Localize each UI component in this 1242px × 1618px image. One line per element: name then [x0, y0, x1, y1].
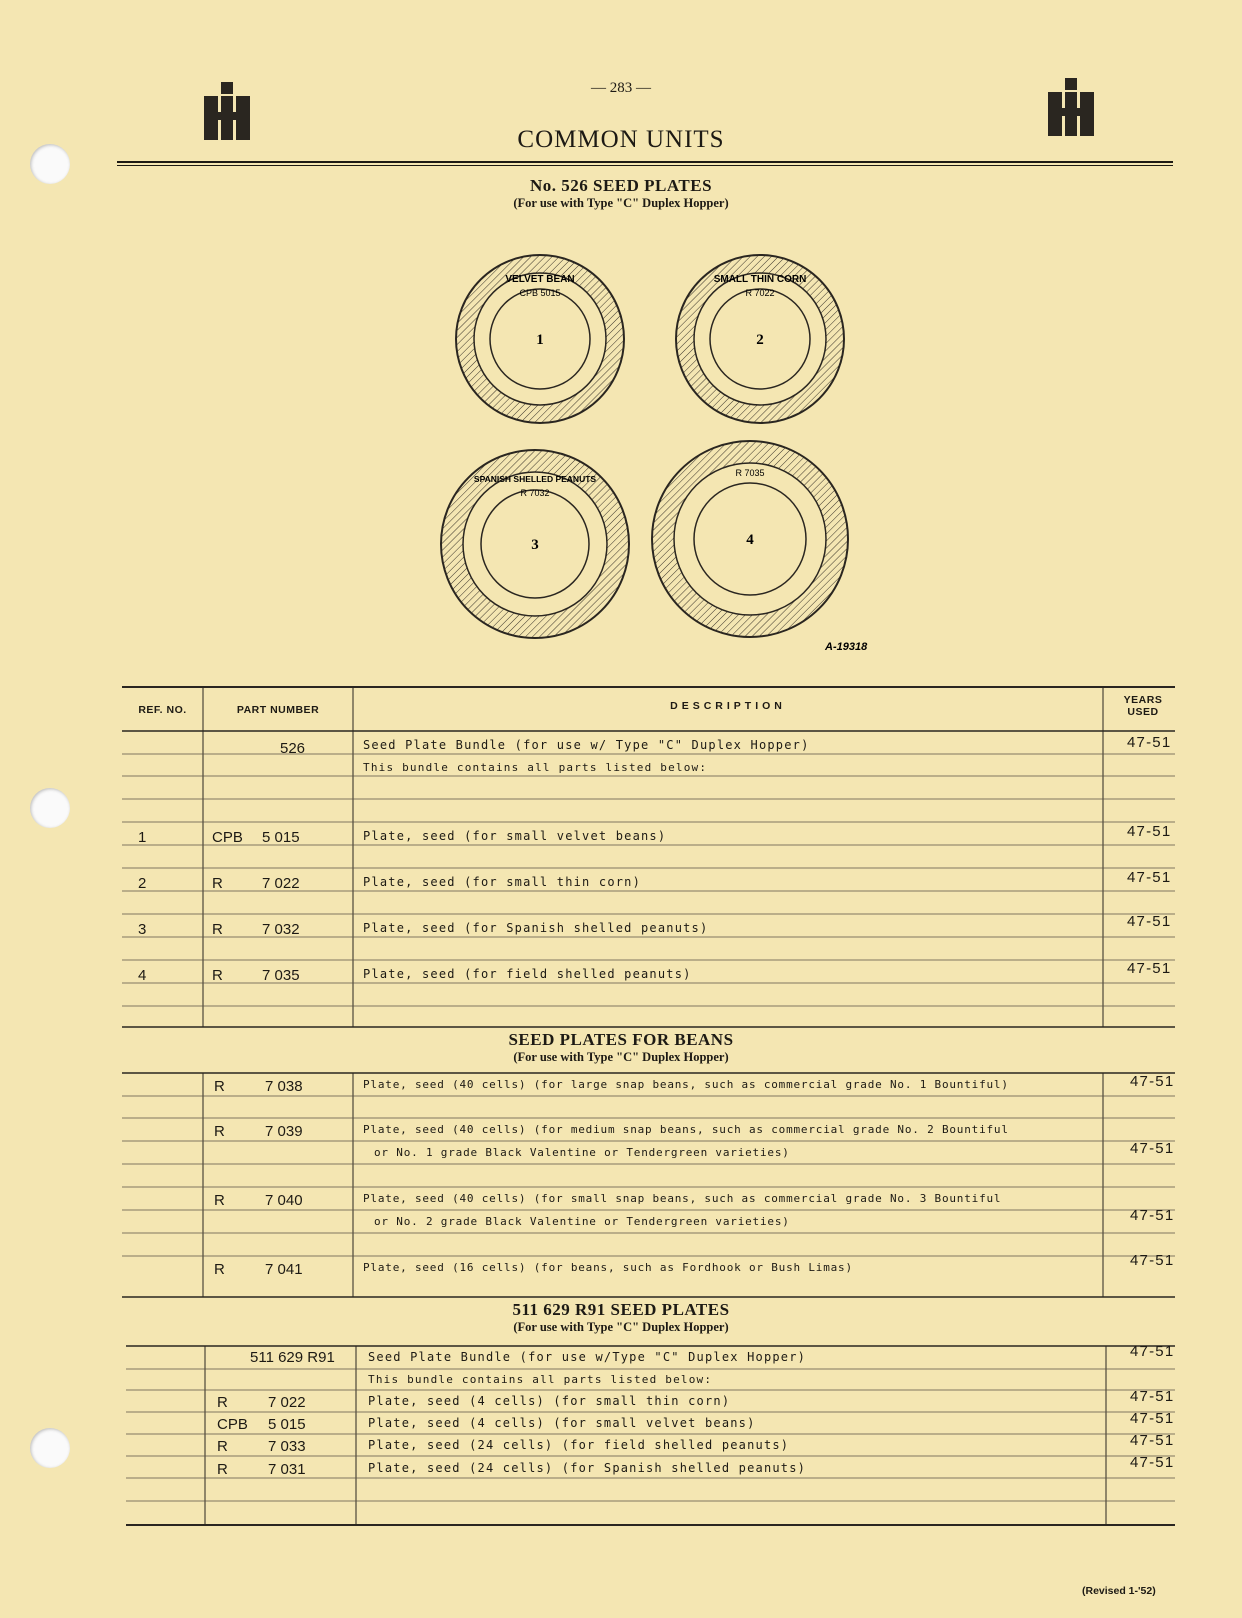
table-row-6-ref: 4 — [138, 967, 147, 984]
table-row-8-description: Plate, seed (40 cells) (for medium snap beans, such as commercial grade No. 2 Bountiful — [363, 1123, 1009, 1136]
table-row-18-prefix: R — [217, 1461, 228, 1478]
table-row-13-years: 47-51 — [1130, 1343, 1175, 1360]
plate-1-number: 1 — [536, 332, 544, 348]
table-row-17-part-number: 7 033 — [268, 1438, 306, 1455]
table-row-16-part-number: 5 015 — [268, 1416, 306, 1433]
table-row-7-prefix: R — [214, 1078, 225, 1095]
title-rule-thin — [117, 165, 1173, 166]
table-row-4-prefix: R — [212, 875, 223, 892]
section-heading-beans-sub: (For use with Type "C" Duplex Hopper) — [513, 1050, 729, 1064]
seed-plates-figure — [430, 244, 920, 664]
table-row-10-description: Plate, seed (40 cells) (for small snap beans, such as commercial grade No. 3 Bountiful — [363, 1192, 1002, 1205]
table-row-3-description: Plate, seed (for small velvet beans) — [363, 829, 667, 843]
table-row-8-part-number: 7 039 — [265, 1123, 303, 1140]
table-row-16-prefix: CPB — [217, 1416, 248, 1433]
table-row-5-part-number: 7 032 — [262, 921, 300, 938]
table-row-18-years: 47-51 — [1130, 1454, 1175, 1471]
page-title: COMMON UNITS — [517, 126, 725, 153]
table-row-14-description: This bundle contains all parts listed below: — [368, 1373, 713, 1386]
table-row-17-description: Plate, seed (24 cells) (for field shelled peanuts) — [368, 1438, 790, 1452]
plate-1-label: VELVET BEAN — [505, 274, 575, 285]
table-row-13-description: Seed Plate Bundle (for use w/Type "C" Duplex Hopper) — [368, 1350, 807, 1364]
table-row-7-part-number: 7 038 — [265, 1078, 303, 1095]
table-row-9-years: 47-51 — [1130, 1140, 1175, 1157]
plate-3-part: R 7032 — [520, 488, 550, 498]
page-number: — 283 — — [591, 80, 651, 96]
binder-hole-bottom — [30, 1428, 70, 1468]
table-row-5-prefix: R — [212, 921, 223, 938]
column-header-years: YEARS USED — [1123, 694, 1163, 718]
section-heading-511629-sub: (For use with Type "C" Duplex Hopper) — [513, 1320, 729, 1334]
table-row-12-part-number: 7 041 — [265, 1261, 303, 1278]
section-heading-beans — [0, 1030, 1242, 1065]
plate-2-part: R 7022 — [745, 288, 775, 298]
table-row-13-part-number: 511 629 R91 — [250, 1349, 335, 1366]
table-row-4-part-number: 7 022 — [262, 875, 300, 892]
table-row-17-years: 47-51 — [1130, 1432, 1175, 1449]
table-row-7-description: Plate, seed (40 cells) (for large snap beans, such as commercial grade No. 1 Bountiful) — [363, 1078, 1009, 1091]
plate-3-label: SPANISH SHELLED PEANUTS — [473, 474, 597, 484]
table-row-16-description: Plate, seed (4 cells) (for small velvet beans) — [368, 1416, 756, 1430]
table-row-8-prefix: R — [214, 1123, 225, 1140]
table-row-18-description: Plate, seed (24 cells) (for Spanish shelled peanuts) — [368, 1461, 807, 1475]
column-header-ref: REF. NO. — [138, 704, 187, 716]
table-row-4-description: Plate, seed (for small thin corn) — [363, 875, 642, 889]
plate-3-number: 3 — [531, 537, 539, 553]
section-heading-511629 — [0, 1300, 1242, 1335]
table-row-10-part-number: 7 040 — [265, 1192, 303, 1209]
column-header-part: PART NUMBER — [236, 704, 320, 716]
table-row-3-years: 47-51 — [1127, 823, 1172, 840]
table-row-5-years: 47-51 — [1127, 913, 1172, 930]
table-row-12-years: 47-51 — [1130, 1252, 1175, 1269]
table-row-4-years: 47-51 — [1127, 869, 1172, 886]
plate-1-part: CPB 5015 — [519, 288, 561, 298]
plate-2-drawing — [676, 255, 844, 423]
revision-note: (Revised 1-'52) — [1082, 1585, 1156, 1597]
table-row-15-prefix: R — [217, 1394, 228, 1411]
section-heading-526 — [0, 176, 1242, 211]
table-row-6-prefix: R — [212, 967, 223, 984]
table-row-3-prefix: CPB — [212, 829, 243, 846]
section-heading-511629-title: 511 629 R91 SEED PLATES — [512, 1300, 730, 1319]
table-row-12-description: Plate, seed (16 cells) (for beans, such as Fordhook or Bush Limas) — [363, 1261, 853, 1274]
section-heading-beans-title: SEED PLATES FOR BEANS — [508, 1030, 734, 1049]
table-row-3-part-number: 5 015 — [262, 829, 300, 846]
table-row-9-description: or No. 1 grade Black Valentine or Tendergreen varieties) — [374, 1146, 790, 1159]
table-row-3-ref: 1 — [138, 829, 147, 846]
table-row-5-description: Plate, seed (for Spanish shelled peanuts) — [363, 921, 709, 935]
table-row-16-years: 47-51 — [1130, 1410, 1175, 1427]
plate-4-drawing — [652, 441, 848, 637]
plate-2-number: 2 — [756, 332, 764, 348]
table-row-1-part-number: 526 — [280, 740, 306, 757]
section-heading-526-sub: (For use with Type "C" Duplex Hopper) — [513, 196, 729, 210]
plate-2-label: SMALL THIN CORN — [713, 274, 807, 285]
figure-id: A-19318 — [825, 641, 868, 653]
table-row-6-years: 47-51 — [1127, 960, 1172, 977]
table-row-5-ref: 3 — [138, 921, 147, 938]
table-row-2-description: This bundle contains all parts listed below: — [363, 761, 708, 774]
table-row-11-description: or No. 2 grade Black Valentine or Tendergreen varieties) — [374, 1215, 790, 1228]
plate-4-part: R 7035 — [735, 468, 765, 478]
table-row-1-years: 47-51 — [1127, 734, 1172, 751]
table-row-7-years: 47-51 — [1130, 1073, 1175, 1090]
table-row-17-prefix: R — [217, 1438, 228, 1455]
table-row-11-years: 47-51 — [1130, 1207, 1175, 1224]
table-row-4-ref: 2 — [138, 875, 147, 892]
plate-1-drawing — [456, 255, 624, 423]
section-heading-526-title: No. 526 SEED PLATES — [529, 176, 713, 195]
table-row-15-description: Plate, seed (4 cells) (for small thin corn) — [368, 1394, 731, 1408]
plate-4-number: 4 — [746, 532, 754, 548]
table-row-15-years: 47-51 — [1130, 1388, 1175, 1405]
table-row-1-description: Seed Plate Bundle (for use w/ Type "C" Duplex Hopper) — [363, 738, 810, 752]
table-row-6-part-number: 7 035 — [262, 967, 300, 984]
binder-hole-middle — [30, 788, 70, 828]
table-row-6-description: Plate, seed (for field shelled peanuts) — [363, 967, 692, 981]
table-row-15-part-number: 7 022 — [268, 1394, 306, 1411]
title-rule — [117, 161, 1173, 163]
table-row-18-part-number: 7 031 — [268, 1461, 306, 1478]
table-row-10-prefix: R — [214, 1192, 225, 1209]
plate-3-drawing — [441, 450, 629, 638]
table-row-12-prefix: R — [214, 1261, 225, 1278]
column-header-description: DESCRIPTION — [670, 700, 786, 712]
